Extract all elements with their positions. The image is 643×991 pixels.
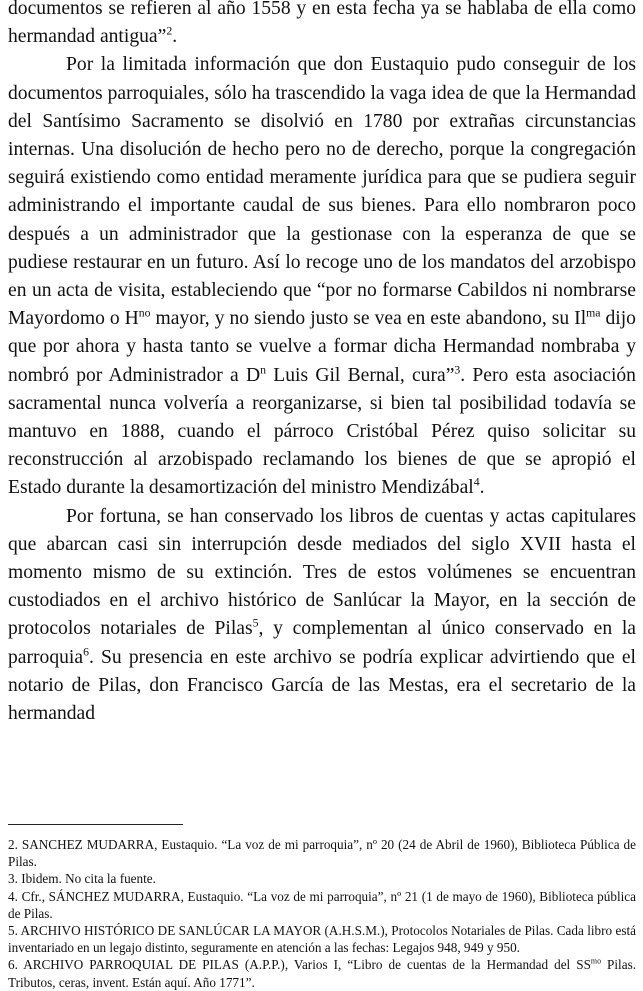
text-run: . Pero esta asociación sacramental nunca volvería a reorganizarse, si bien tal posibilidad todavía se mantuvo en 1888, cuando el párroco Cristóbal Pérez quiso solicitar su reconstrucción al arzobispado reclamando los bienes de que se apropió el Estado durante la desamortización del ministro Mendizábal [8, 364, 636, 499]
footnotes [8, 836, 636, 991]
text-run: Por la limitada información que don Eustaquio pudo conseguir de los documentos parroquiales, sólo ha trascendido la vaga idea de que la Hermandad del Santísimo Sacramento se disolvió en 1780 por extrañas circunstancias internas. Una disolución de hecho pero no de derecho, porque la congregación seguirá existiendo como entidad meramente jurídica para que se pudiera seguir administrando el importante caudal de sus bienes. Para ello nombraron poco después a un administrador que la gestionase con la esperanza de que se pudiese restaurar en un futuro. Así lo recoge uno de los mandatos del arzobispo en un acta de visita, estableciendo que “por no formarse Cabildos ni nombrarse Mayordomo o H [8, 54, 636, 330]
text-run: documentos se refieren al año 1558 y en esta fecha ya se hablaba de ella como hermandad antigua” [8, 0, 636, 48]
footnote-2 [8, 836, 636, 870]
footnote-5 [8, 922, 636, 956]
reference-mark: 4 [473, 475, 480, 489]
reference-mark: 2 [166, 24, 173, 38]
text-run: 3. Ibidem. No cita la fuente. [8, 871, 156, 887]
paragraph-1 [8, 0, 636, 51]
reference-mark: mo [590, 957, 602, 967]
text-run: . [479, 477, 485, 499]
text-run: Pilas. Tributos, ceras, invent. Están aquí. Año 1771”. [8, 957, 637, 990]
text-run: , y complementan al único conservado en la parroquia [8, 618, 636, 668]
text-run: 5. ARCHIVO HISTÓRICO DE SANLÚCAR LA MAYOR (A.H.S.M.), Protocolos Notariales de Pilas. Cada libro está inventariado en un legajo distinto, seguramente en atención a las fechas: Legajos 948, 949 y 950. [8, 923, 636, 956]
text-run: 4. Cfr., SÁNCHEZ MUDARRA, Eustaquio. “La voz de mi parroquia”, nº 21 (1 de mayo de 1960), Biblioteca pública de Pilas. [8, 888, 636, 921]
reference-mark: ma [586, 306, 601, 320]
text-run: . [172, 26, 178, 48]
footnote-4 [8, 888, 636, 922]
reference-mark: 3 [454, 363, 461, 377]
text-run: 2. SANCHEZ MUDARRA, Eustaquio. “La voz de mi parroquia”, nº 20 (24 de Abril de 1960), Biblioteca Pública de Pilas. [8, 837, 636, 870]
reference-mark: n [260, 363, 266, 377]
text-run: dijo que por ahora y hasta tanto se vuelve a formar dicha Hermandad nombraba y nombró por Administrador a D [8, 308, 636, 386]
text-run: Por fortuna, se han conservado los libros de cuentas y actas capitulares que abarcan casi sin interrupción desde mediados del siglo XVII hasta el momento mismo de su extinción. Tres de estos volúmenes se encuentran custodiados en el archivo histórico de Sanlúcar la Mayor, en la sección de protocolos notariales de Pilas [8, 505, 636, 640]
reference-mark: no [138, 306, 151, 320]
text-run: mayor, y no siendo justo se vea en este abandono, su Il [150, 308, 587, 330]
reference-mark: 5 [252, 616, 259, 630]
text-run: 6. ARCHIVO PARROQUIAL DE PILAS (A.P.P.), Varios I, “Libro de cuentas de la Hermandad del SS [8, 957, 591, 973]
text-run: . Su presencia en este archivo se podría explicar advirtiendo que el notario de Pilas, don Francisco García de las Mestas, era el secretario de la hermandad [8, 646, 636, 725]
footnote-separator [8, 824, 183, 825]
footnote-3 [8, 870, 636, 887]
reference-mark: 6 [83, 645, 89, 659]
text-run: Luis Gil Bernal, cura” [265, 364, 455, 386]
paragraph-2 [8, 51, 636, 502]
main-text [8, 0, 636, 728]
paragraph-3 [8, 503, 636, 729]
